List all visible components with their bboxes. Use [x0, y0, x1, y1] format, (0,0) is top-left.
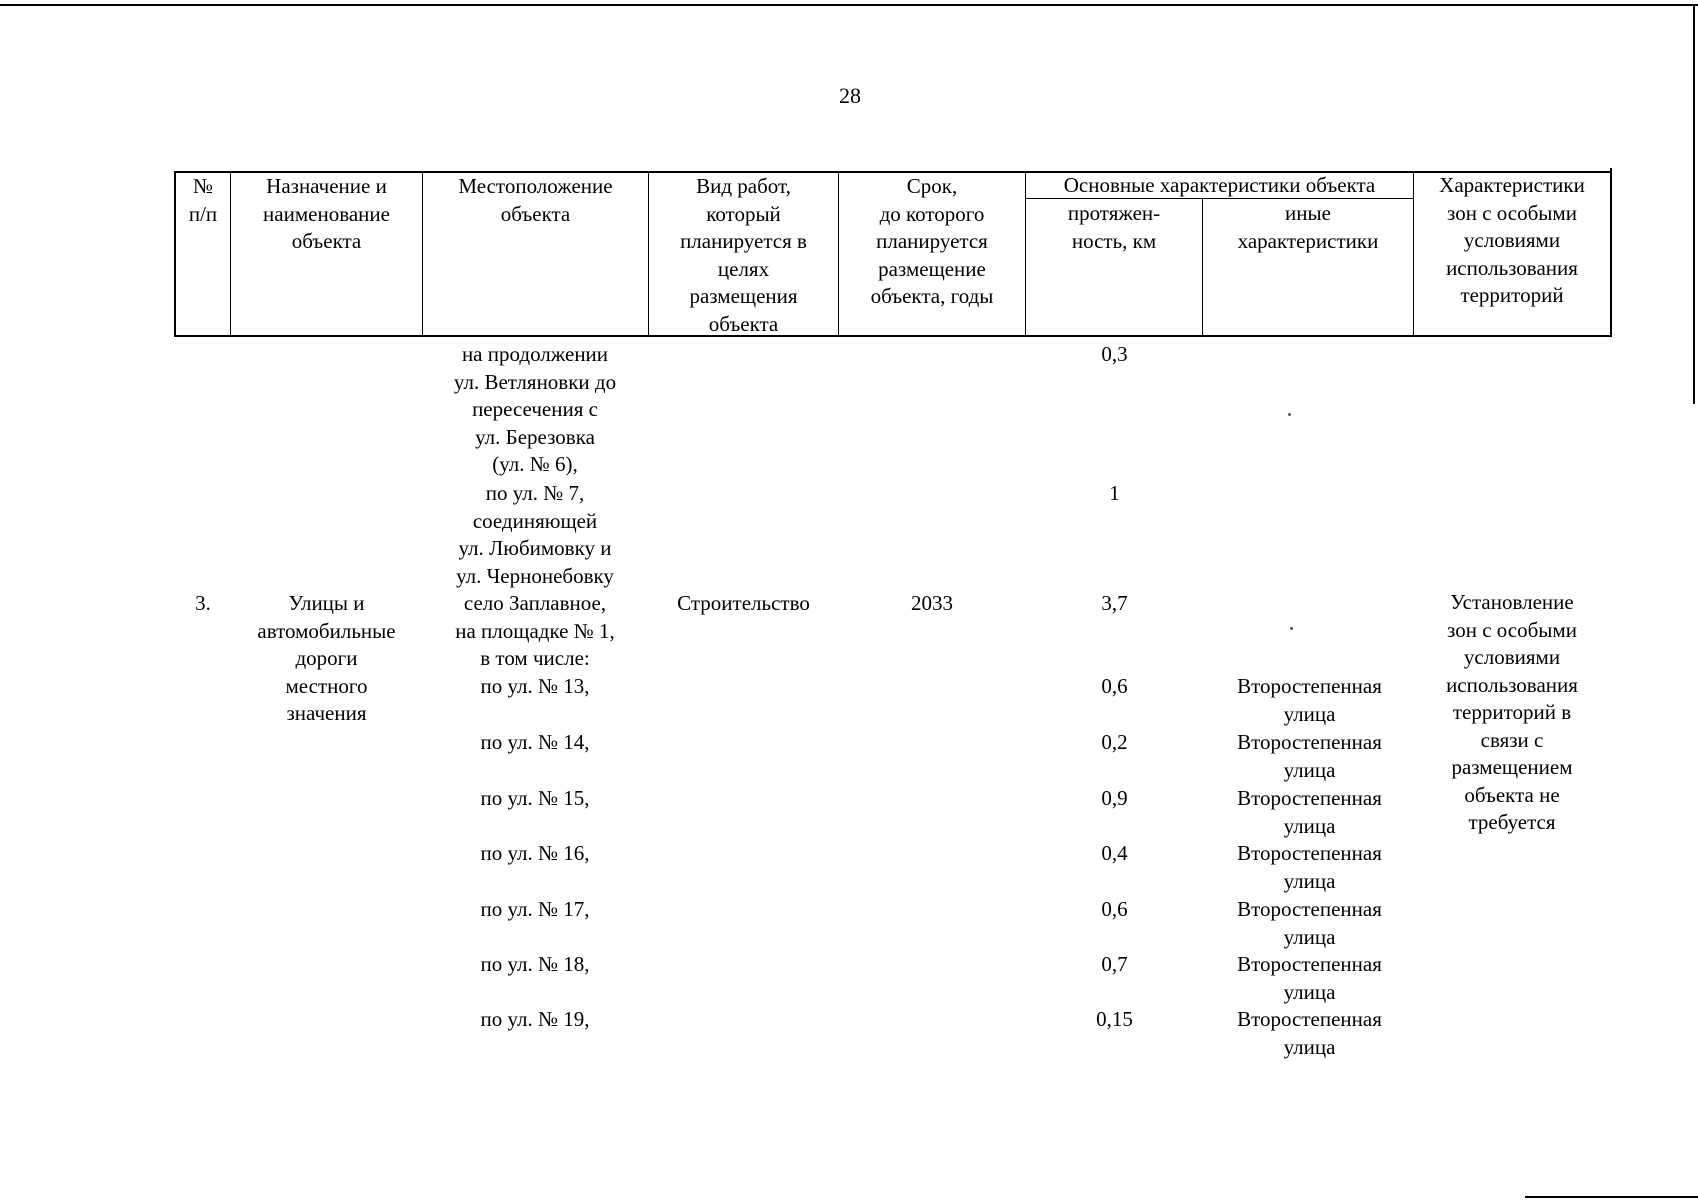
length-value: 0,9 [1101, 786, 1128, 810]
length-value: 0,6 [1101, 674, 1128, 698]
location-block: по ул. № 14, [480, 730, 590, 754]
scan-bottom-mark [1525, 1196, 1698, 1198]
header-purpose: Назначение и наименование объекта [263, 174, 390, 253]
row-number: 3. [195, 591, 211, 615]
other-characteristic: Второстепенная улица [1237, 952, 1382, 1004]
length-value: 0,2 [1101, 730, 1128, 754]
header-length: протяжен- ность, км [1067, 201, 1161, 253]
length-value: 0,7 [1101, 952, 1128, 976]
length-value: 0,4 [1101, 841, 1128, 865]
scan-speck [1288, 413, 1291, 416]
location-block: село Заплавное, на площадке № 1, в том числе: [455, 591, 615, 670]
length-value: 0,15 [1096, 1007, 1133, 1031]
location-block: по ул. № 19, [480, 1007, 590, 1031]
header-number: № п/п [188, 174, 218, 226]
location-block: по ул. № 16, [480, 841, 590, 865]
row-purpose: Улицы и автомобильные дороги местного значения [257, 591, 396, 725]
other-characteristic: Второстепенная улица [1237, 674, 1382, 726]
scan-right-border [1693, 4, 1695, 404]
other-characteristic: Второстепенная улица [1237, 841, 1382, 893]
location-block: по ул. № 17, [480, 897, 590, 921]
page-number: 28 [839, 83, 861, 108]
row-work-type: Строительство [677, 591, 810, 615]
scan-top-border [0, 4, 1698, 6]
header-work-type: Вид работ, который планируется в целях размещения объекта [680, 174, 807, 336]
row-zones: Установление зон с особыми условиями использования территорий в связи с размещением объекта не требуется [1446, 590, 1578, 834]
length-value: 3,7 [1101, 591, 1128, 615]
location-block: по ул. № 15, [480, 786, 590, 810]
scan-speck [1290, 627, 1293, 630]
location-block: по ул. № 18, [480, 952, 590, 976]
other-characteristic: Второстепенная улица [1237, 1007, 1382, 1059]
length-value: 0,3 [1101, 342, 1128, 366]
header-main-characteristics: Основные характеристики объекта [1063, 173, 1376, 197]
header-deadline: Срок, до которого планируется размещение объекта, годы [870, 174, 994, 308]
length-value: 0,6 [1101, 897, 1128, 921]
header-location: Местоположение объекта [458, 174, 613, 226]
header-other-characteristics: иные характеристики [1237, 201, 1379, 253]
header-zones: Характеристики зон с особыми условиями использования территорий [1439, 173, 1585, 307]
location-block: по ул. № 7, соединяющей ул. Любимовку и ул. Чернонебовку [456, 481, 614, 588]
row-deadline: 2033 [911, 591, 953, 615]
other-characteristic: Второстепенная улица [1237, 786, 1382, 838]
other-characteristic: Второстепенная улица [1237, 730, 1382, 782]
other-characteristic: Второстепенная улица [1237, 897, 1382, 949]
location-block: на продолжении ул. Ветляновки до пересечения с ул. Березовка (ул. № 6), [453, 342, 617, 476]
length-value: 1 [1109, 481, 1120, 505]
location-block: по ул. № 13, [480, 674, 590, 698]
